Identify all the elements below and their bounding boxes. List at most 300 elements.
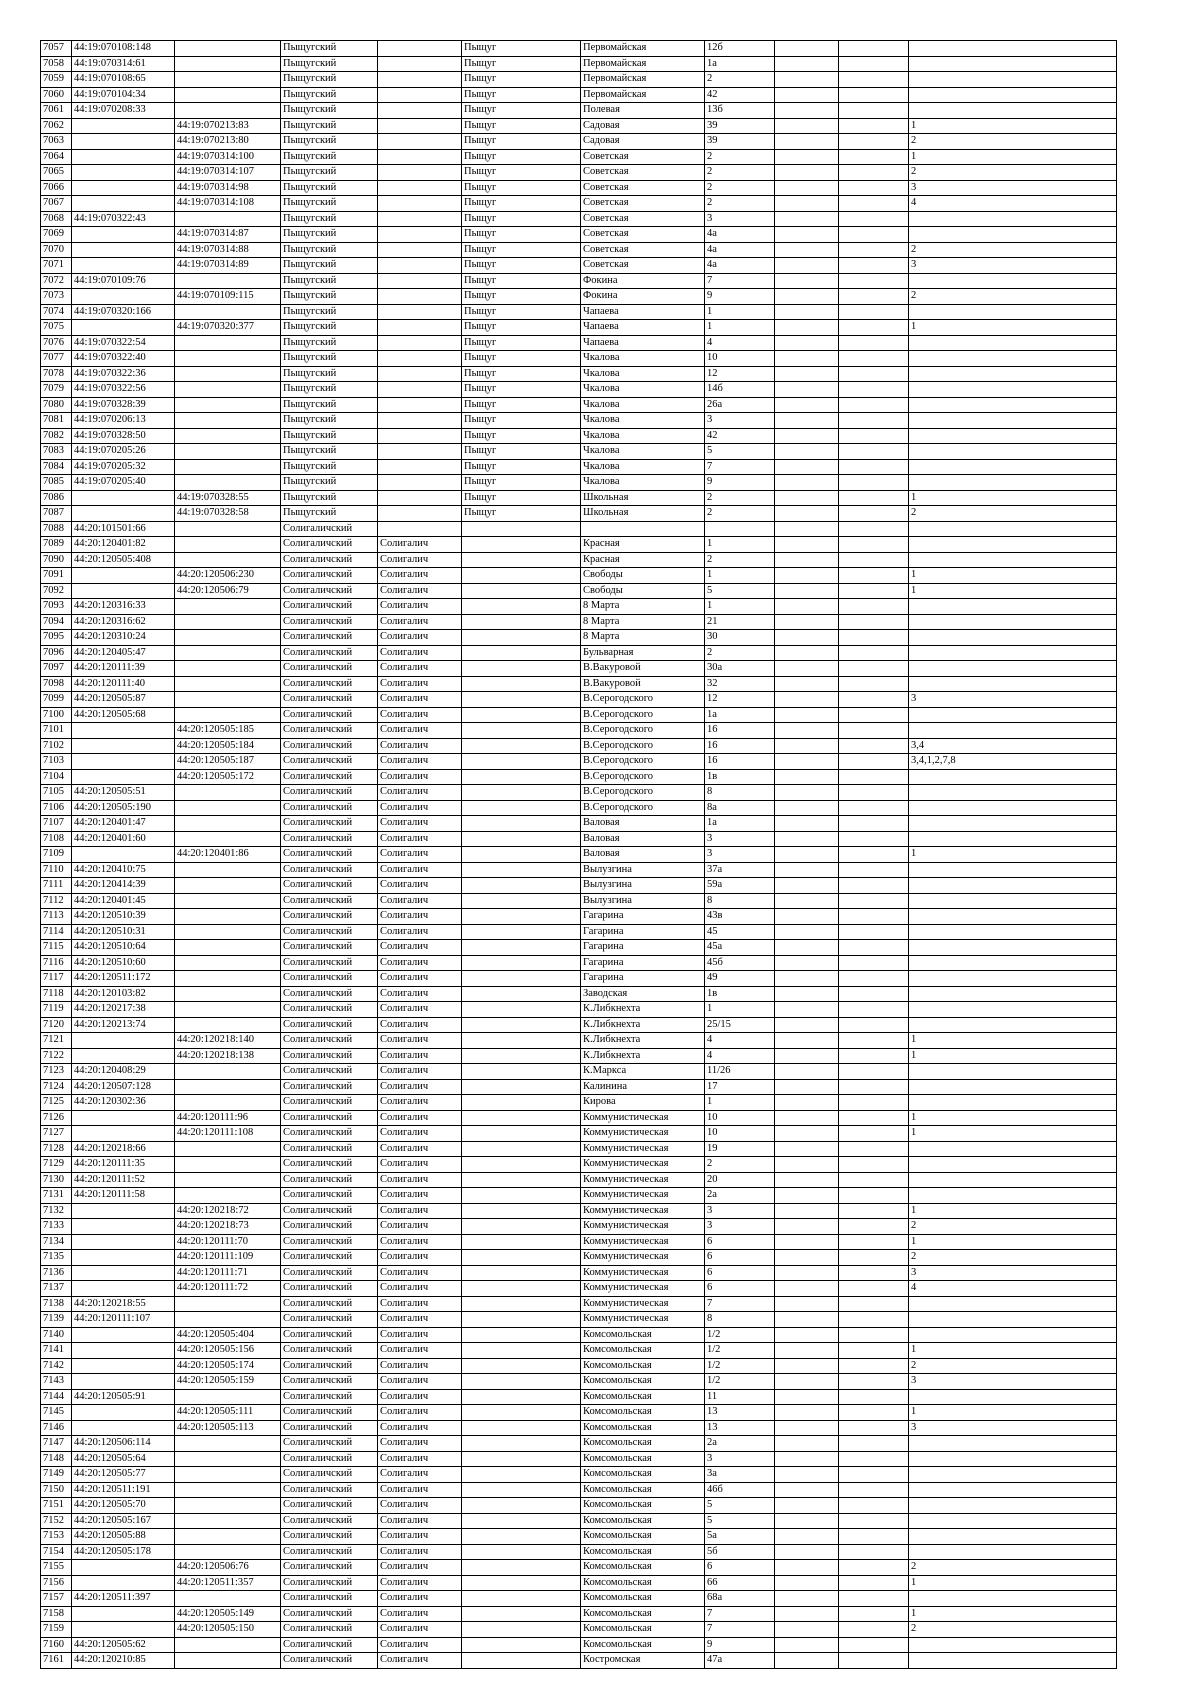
cell-house-number: 2 <box>705 552 775 568</box>
cell-district: Солигаличский <box>281 1343 378 1359</box>
cell-settlement <box>462 1482 581 1498</box>
table-row <box>41 723 1117 739</box>
cell-block <box>839 1079 909 1095</box>
cell-building <box>775 242 839 258</box>
cell-house-number: 16 <box>705 754 775 770</box>
cell-street: Комсомольская <box>581 1374 705 1390</box>
cell-town: Солигалич <box>378 785 462 801</box>
cell-building <box>775 56 839 72</box>
cell-street: К.Маркса <box>581 1064 705 1080</box>
cell-street: Чапаева <box>581 335 705 351</box>
table-row <box>41 289 1117 305</box>
cell-house-number: 2а <box>705 1436 775 1452</box>
cell-block <box>839 397 909 413</box>
table-row <box>41 785 1117 801</box>
cell-cadastral-number: 44:20:120507:128 <box>72 1079 175 1095</box>
table-row <box>41 940 1117 956</box>
cell-district: Пыщугский <box>281 165 378 181</box>
cell-apartment: 1 <box>909 1048 1117 1064</box>
cell-street: Советская <box>581 211 705 227</box>
cell-house-number: 2а <box>705 1188 775 1204</box>
cell-house-number: 9 <box>705 475 775 491</box>
cell-settlement: Пыщуг <box>462 103 581 119</box>
cell-building <box>775 630 839 646</box>
cell-town <box>378 428 462 444</box>
cell-town: Солигалич <box>378 862 462 878</box>
cell-apartment: 3 <box>909 180 1117 196</box>
cell-row-number: 7058 <box>41 56 72 72</box>
cell-building <box>775 738 839 754</box>
cell-street: Кирова <box>581 1095 705 1111</box>
cell-building <box>775 475 839 491</box>
cell-district: Пыщугский <box>281 382 378 398</box>
cell-house-number: 5б <box>705 1544 775 1560</box>
cell-apartment: 2 <box>909 1358 1117 1374</box>
cell-town: Солигалич <box>378 986 462 1002</box>
cell-row-number: 7113 <box>41 909 72 925</box>
cell-cadastral-number: 44:20:120111:58 <box>72 1188 175 1204</box>
cell-row-number: 7108 <box>41 831 72 847</box>
cell-row-number: 7157 <box>41 1591 72 1607</box>
cell-cadastral-number-premises <box>175 397 281 413</box>
cell-settlement <box>462 1544 581 1560</box>
cell-cadastral-number-premises <box>175 1637 281 1653</box>
cell-cadastral-number: 44:19:070322:36 <box>72 366 175 382</box>
cell-cadastral-number-premises <box>175 645 281 661</box>
cell-block <box>839 165 909 181</box>
cell-cadastral-number <box>72 1234 175 1250</box>
cell-cadastral-number-premises <box>175 1389 281 1405</box>
cell-building <box>775 1048 839 1064</box>
cell-cadastral-number-premises: 44:20:120505:174 <box>175 1358 281 1374</box>
cell-house-number: 1 <box>705 599 775 615</box>
cell-block <box>839 1436 909 1452</box>
cell-cadastral-number: 44:20:120505:88 <box>72 1529 175 1545</box>
table-row <box>41 692 1117 708</box>
cell-street: Комсомольская <box>581 1560 705 1576</box>
cell-district: Солигаличский <box>281 1234 378 1250</box>
cell-cadastral-number-premises: 44:20:120505:150 <box>175 1622 281 1638</box>
cell-house-number: 3а <box>705 1467 775 1483</box>
cell-cadastral-number-premises <box>175 1653 281 1669</box>
cell-settlement <box>462 521 581 537</box>
cell-settlement <box>462 568 581 584</box>
table-row <box>41 521 1117 537</box>
cell-town: Солигалич <box>378 1126 462 1142</box>
cell-town: Солигалич <box>378 1622 462 1638</box>
cell-house-number: 30 <box>705 630 775 646</box>
cell-block <box>839 459 909 475</box>
cell-town <box>378 196 462 212</box>
cell-settlement <box>462 785 581 801</box>
cell-row-number: 7143 <box>41 1374 72 1390</box>
cell-block <box>839 614 909 630</box>
cell-settlement <box>462 1606 581 1622</box>
cell-street: Коммунистическая <box>581 1188 705 1204</box>
cell-town: Солигалич <box>378 1482 462 1498</box>
table-row <box>41 1529 1117 1545</box>
cell-district: Солигаличский <box>281 738 378 754</box>
cell-settlement: Пыщуг <box>462 41 581 57</box>
cell-district: Солигаличский <box>281 1374 378 1390</box>
cell-house-number: 7 <box>705 1606 775 1622</box>
cell-town: Солигалич <box>378 1079 462 1095</box>
cell-cadastral-number-premises: 44:19:070213:80 <box>175 134 281 150</box>
cell-town: Солигалич <box>378 738 462 754</box>
cell-district: Солигаличский <box>281 630 378 646</box>
cell-building <box>775 304 839 320</box>
cell-settlement: Пыщуг <box>462 180 581 196</box>
cell-street: Коммунистическая <box>581 1110 705 1126</box>
cell-district: Солигаличский <box>281 1389 378 1405</box>
cell-settlement <box>462 1033 581 1049</box>
cell-cadastral-number-premises <box>175 692 281 708</box>
cell-street: Красная <box>581 552 705 568</box>
cell-district: Солигаличский <box>281 769 378 785</box>
cell-settlement <box>462 1374 581 1390</box>
cell-block <box>839 1126 909 1142</box>
cell-building <box>775 335 839 351</box>
table-row <box>41 1498 1117 1514</box>
cell-apartment <box>909 273 1117 289</box>
cell-street: Комсомольская <box>581 1606 705 1622</box>
cell-building <box>775 1389 839 1405</box>
cell-cadastral-number: 44:20:120505:68 <box>72 707 175 723</box>
cell-apartment <box>909 971 1117 987</box>
cell-apartment <box>909 537 1117 553</box>
cell-town <box>378 258 462 274</box>
table-row <box>41 1513 1117 1529</box>
cell-building <box>775 1203 839 1219</box>
cell-cadastral-number-premises <box>175 661 281 677</box>
cell-settlement <box>462 1250 581 1266</box>
cell-settlement <box>462 692 581 708</box>
cell-cadastral-number: 44:20:120505:167 <box>72 1513 175 1529</box>
cell-row-number: 7161 <box>41 1653 72 1669</box>
cell-apartment <box>909 521 1117 537</box>
cell-building <box>775 211 839 227</box>
cell-settlement: Пыщуг <box>462 149 581 165</box>
cell-house-number: 1 <box>705 1095 775 1111</box>
cell-district: Солигаличский <box>281 800 378 816</box>
cell-row-number: 7106 <box>41 800 72 816</box>
cell-cadastral-number-premises: 44:20:120505:404 <box>175 1327 281 1343</box>
cell-cadastral-number <box>72 1033 175 1049</box>
cell-house-number: 66 <box>705 1575 775 1591</box>
cell-row-number: 7062 <box>41 118 72 134</box>
cell-apartment <box>909 335 1117 351</box>
cell-apartment <box>909 862 1117 878</box>
cell-apartment <box>909 1544 1117 1560</box>
cell-apartment <box>909 1327 1117 1343</box>
cell-town: Солигалич <box>378 1498 462 1514</box>
cell-row-number: 7133 <box>41 1219 72 1235</box>
table-row <box>41 382 1117 398</box>
cell-apartment: 2 <box>909 165 1117 181</box>
cell-district: Солигаличский <box>281 1157 378 1173</box>
cell-building <box>775 1420 839 1436</box>
table-row <box>41 41 1117 57</box>
cell-district: Солигаличский <box>281 552 378 568</box>
table-row <box>41 1451 1117 1467</box>
cell-cadastral-number-premises: 44:20:120506:230 <box>175 568 281 584</box>
cell-apartment <box>909 1017 1117 1033</box>
cell-settlement <box>462 1358 581 1374</box>
cell-building <box>775 149 839 165</box>
cell-apartment: 4 <box>909 1281 1117 1297</box>
cell-cadastral-number: 44:20:120505:64 <box>72 1451 175 1467</box>
cell-town <box>378 289 462 305</box>
table-row <box>41 459 1117 475</box>
cell-district: Солигаличский <box>281 1606 378 1622</box>
cell-town: Солигалич <box>378 1467 462 1483</box>
cell-block <box>839 273 909 289</box>
cell-building <box>775 165 839 181</box>
cell-settlement <box>462 537 581 553</box>
cell-settlement: Пыщуг <box>462 72 581 88</box>
cell-block <box>839 924 909 940</box>
cell-town: Солигалич <box>378 552 462 568</box>
cell-cadastral-number <box>72 1203 175 1219</box>
cell-town: Солигалич <box>378 847 462 863</box>
cell-building <box>775 940 839 956</box>
cell-block <box>839 738 909 754</box>
cell-district: Солигаличский <box>281 940 378 956</box>
cell-street: Фокина <box>581 273 705 289</box>
cell-block <box>839 506 909 522</box>
cell-town <box>378 382 462 398</box>
cell-cadastral-number: 44:20:120505:178 <box>72 1544 175 1560</box>
cell-apartment <box>909 630 1117 646</box>
cell-apartment <box>909 72 1117 88</box>
cell-house-number: 49 <box>705 971 775 987</box>
cell-street: Коммунистическая <box>581 1203 705 1219</box>
cell-settlement <box>462 599 581 615</box>
cell-building <box>775 1374 839 1390</box>
table-row <box>41 1017 1117 1033</box>
cell-apartment <box>909 1157 1117 1173</box>
cell-settlement <box>462 800 581 816</box>
cell-town: Солигалич <box>378 1064 462 1080</box>
cell-settlement <box>462 676 581 692</box>
cell-district: Пыщугский <box>281 196 378 212</box>
cell-row-number: 7086 <box>41 490 72 506</box>
cell-row-number: 7134 <box>41 1234 72 1250</box>
cell-town: Солигалич <box>378 1110 462 1126</box>
cell-cadastral-number: 44:20:120302:36 <box>72 1095 175 1111</box>
cell-town: Солигалич <box>378 1219 462 1235</box>
table-row <box>41 413 1117 429</box>
cell-apartment <box>909 800 1117 816</box>
table-row <box>41 645 1117 661</box>
cell-cadastral-number-premises <box>175 1002 281 1018</box>
cell-district: Солигаличский <box>281 1358 378 1374</box>
cell-district: Солигаличский <box>281 661 378 677</box>
cell-settlement <box>462 893 581 909</box>
cell-house-number: 6 <box>705 1265 775 1281</box>
cell-cadastral-number: 44:20:120505:77 <box>72 1467 175 1483</box>
table-row <box>41 1312 1117 1328</box>
cell-cadastral-number: 44:20:120510:31 <box>72 924 175 940</box>
cell-settlement <box>462 1002 581 1018</box>
cell-settlement: Пыщуг <box>462 56 581 72</box>
cell-house-number: 9 <box>705 289 775 305</box>
table-row <box>41 1250 1117 1266</box>
cell-apartment <box>909 1637 1117 1653</box>
table-row <box>41 1126 1117 1142</box>
cell-settlement <box>462 1575 581 1591</box>
cell-building <box>775 1591 839 1607</box>
cell-block <box>839 1637 909 1653</box>
cell-block <box>839 1017 909 1033</box>
cell-district: Солигаличский <box>281 1405 378 1421</box>
cell-house-number: 30а <box>705 661 775 677</box>
cell-row-number: 7127 <box>41 1126 72 1142</box>
cell-house-number: 68а <box>705 1591 775 1607</box>
cell-apartment <box>909 1467 1117 1483</box>
table-row <box>41 1188 1117 1204</box>
table-row <box>41 180 1117 196</box>
cell-cadastral-number: 44:20:120111:107 <box>72 1312 175 1328</box>
cell-apartment: 2 <box>909 1622 1117 1638</box>
cell-row-number: 7137 <box>41 1281 72 1297</box>
cell-building <box>775 1281 839 1297</box>
cell-street: В.Серогодского <box>581 754 705 770</box>
table-row <box>41 1653 1117 1669</box>
cell-street: В.Вакуровой <box>581 676 705 692</box>
cell-apartment: 1 <box>909 568 1117 584</box>
cell-house-number: 42 <box>705 428 775 444</box>
cell-cadastral-number-premises <box>175 878 281 894</box>
cell-building <box>775 1560 839 1576</box>
cell-house-number: 20 <box>705 1172 775 1188</box>
cell-building <box>775 862 839 878</box>
cell-district: Солигаличский <box>281 692 378 708</box>
cell-row-number: 7130 <box>41 1172 72 1188</box>
cell-row-number: 7136 <box>41 1265 72 1281</box>
cell-cadastral-number-premises: 44:20:120511:357 <box>175 1575 281 1591</box>
cell-block <box>839 382 909 398</box>
cell-district: Солигаличский <box>281 1126 378 1142</box>
cell-building <box>775 1157 839 1173</box>
cell-cadastral-number: 44:20:120111:39 <box>72 661 175 677</box>
table-row <box>41 149 1117 165</box>
cell-block <box>839 1622 909 1638</box>
cell-house-number: 1 <box>705 1002 775 1018</box>
cell-block <box>839 1064 909 1080</box>
cell-apartment: 1 <box>909 1405 1117 1421</box>
cell-settlement <box>462 1126 581 1142</box>
cell-house-number: 8а <box>705 800 775 816</box>
cell-building <box>775 909 839 925</box>
table-row <box>41 196 1117 212</box>
cell-apartment: 1 <box>909 847 1117 863</box>
cell-row-number: 7081 <box>41 413 72 429</box>
cell-cadastral-number: 44:20:120111:40 <box>72 676 175 692</box>
cell-town: Солигалич <box>378 614 462 630</box>
cell-apartment <box>909 41 1117 57</box>
cell-house-number: 12б <box>705 41 775 57</box>
cell-block <box>839 1281 909 1297</box>
cell-house-number: 2 <box>705 196 775 212</box>
cell-street: Чкалова <box>581 413 705 429</box>
cell-row-number: 7060 <box>41 87 72 103</box>
cell-cadastral-number: 44:19:070206:13 <box>72 413 175 429</box>
cell-town <box>378 304 462 320</box>
cell-settlement <box>462 1296 581 1312</box>
cell-apartment <box>909 816 1117 832</box>
cell-district: Солигаличский <box>281 1079 378 1095</box>
cell-block <box>839 413 909 429</box>
cell-row-number: 7100 <box>41 707 72 723</box>
cell-street: Валовая <box>581 847 705 863</box>
cell-row-number: 7147 <box>41 1436 72 1452</box>
table-row <box>41 56 1117 72</box>
table-row <box>41 862 1117 878</box>
cell-row-number: 7148 <box>41 1451 72 1467</box>
cell-cadastral-number-premises: 44:19:070213:83 <box>175 118 281 134</box>
cell-cadastral-number: 44:20:120405:47 <box>72 645 175 661</box>
cell-building <box>775 1095 839 1111</box>
cell-cadastral-number-premises <box>175 893 281 909</box>
cell-street: Гагарина <box>581 924 705 940</box>
cell-district: Пыщугский <box>281 227 378 243</box>
cell-street: К.Либкнехта <box>581 1002 705 1018</box>
cell-street: Чкалова <box>581 397 705 413</box>
cell-house-number <box>705 521 775 537</box>
cell-settlement <box>462 1064 581 1080</box>
cell-apartment: 2 <box>909 289 1117 305</box>
cell-district: Пыщугский <box>281 351 378 367</box>
cell-cadastral-number: 44:19:070205:40 <box>72 475 175 491</box>
table-row <box>41 428 1117 444</box>
cell-district: Солигаличский <box>281 955 378 971</box>
cell-district: Пыщугский <box>281 211 378 227</box>
cell-district: Солигаличский <box>281 645 378 661</box>
cell-block <box>839 862 909 878</box>
cell-cadastral-number: 44:20:120510:64 <box>72 940 175 956</box>
cell-district: Пыщугский <box>281 475 378 491</box>
cell-town <box>378 242 462 258</box>
cell-building <box>775 676 839 692</box>
cell-block <box>839 1296 909 1312</box>
cell-block <box>839 196 909 212</box>
cell-district: Пыщугский <box>281 273 378 289</box>
table-row <box>41 552 1117 568</box>
cell-apartment <box>909 1389 1117 1405</box>
cell-cadastral-number <box>72 1560 175 1576</box>
cell-apartment: 1 <box>909 1575 1117 1591</box>
cell-row-number: 7142 <box>41 1358 72 1374</box>
cell-building <box>775 955 839 971</box>
cell-settlement <box>462 707 581 723</box>
cell-building <box>775 506 839 522</box>
cell-settlement <box>462 1048 581 1064</box>
cell-row-number: 7135 <box>41 1250 72 1266</box>
cell-apartment: 1 <box>909 118 1117 134</box>
cell-town: Солигалич <box>378 1327 462 1343</box>
cell-house-number: 9 <box>705 1637 775 1653</box>
cell-district: Солигаличский <box>281 1529 378 1545</box>
cell-settlement: Пыщуг <box>462 506 581 522</box>
cell-building <box>775 1110 839 1126</box>
cell-street: Калинина <box>581 1079 705 1095</box>
cell-street: Первомайская <box>581 87 705 103</box>
cell-row-number: 7145 <box>41 1405 72 1421</box>
cell-cadastral-number <box>72 149 175 165</box>
cell-row-number: 7138 <box>41 1296 72 1312</box>
cell-town: Солигалич <box>378 568 462 584</box>
